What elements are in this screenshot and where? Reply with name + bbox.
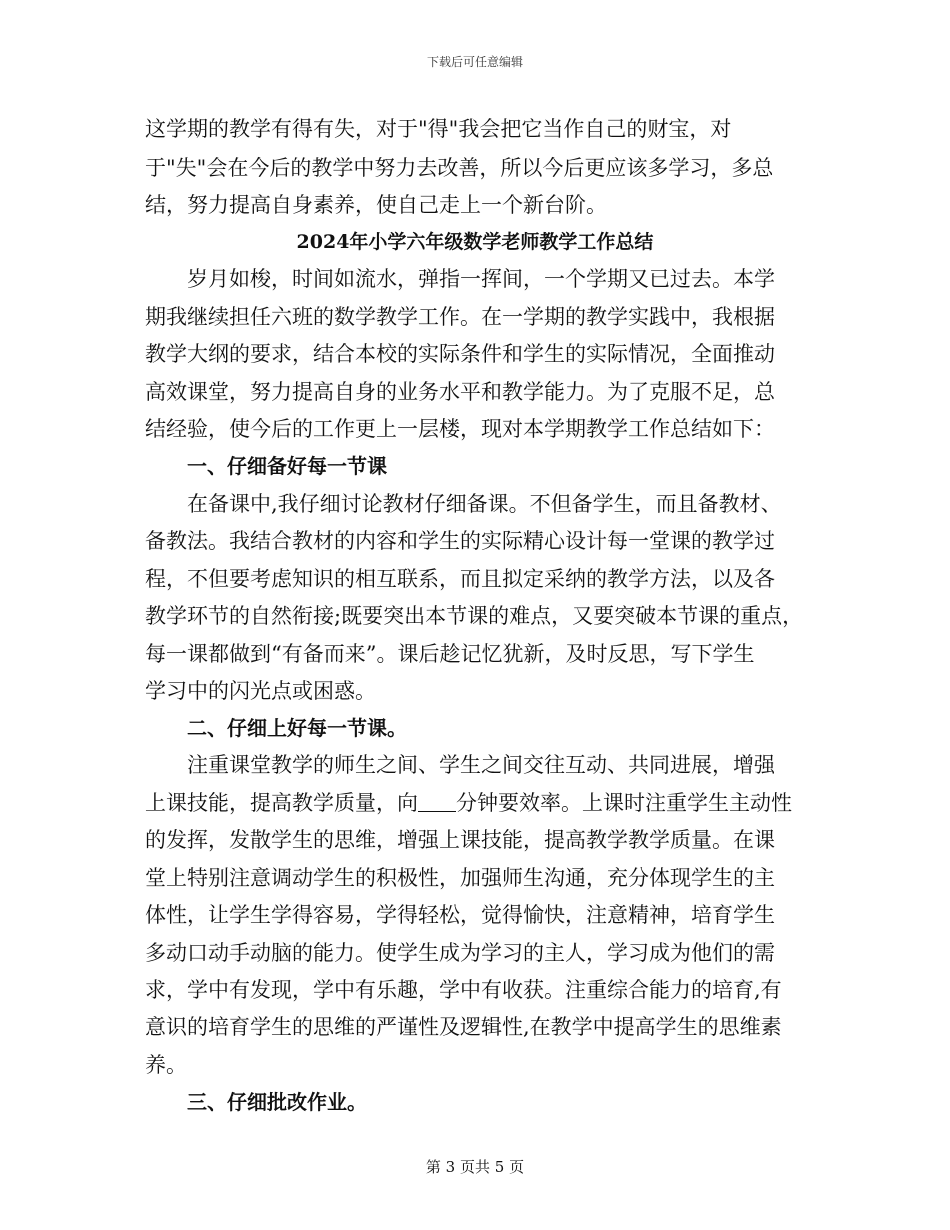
paragraph-line: 结经验，使今后的工作更上一层楼，现对本学期教学工作总结如下： <box>145 417 775 441</box>
paragraph-line: 注重课堂教学的师生之间、学生之间交往互动、共同进展，增强 <box>187 753 775 777</box>
paragraph-line: 学习中的闪光点或困惑。 <box>145 679 376 703</box>
paragraph-line: 养。 <box>145 1053 187 1077</box>
paragraph-line: 高效课堂，努力提高自身的业务水平和教学能力。为了克服不足，总 <box>145 380 775 404</box>
text-segment: 分钟要效率。上课时注重学生主动性 <box>456 791 792 815</box>
paragraph-line: 求，学中有发现，学中有乐趣，学中有收获。注重综合能力的培育,有 <box>145 978 782 1002</box>
paragraph-line: 每一课都做到“有备而来”。课后趁记忆犹新，及时反思，写下学生 <box>145 642 755 666</box>
paragraph-line: 期我继续担任六班的数学教学工作。在一学期的教学实践中，我根据 <box>145 305 775 329</box>
paragraph-line: 在备课中,我仔细讨论教材仔细备课。不但备学生，而且备教材、 <box>187 492 782 516</box>
paragraph-line <box>145 788 792 818</box>
section-heading-3: 三、仔细批改作业。 <box>187 1090 367 1114</box>
paragraph-line: 教学大纲的要求，结合本校的实际条件和学生的实际情况，全面推动 <box>145 342 775 366</box>
intro-line: 于"失"会在今后的教学中努力去改善，所以今后更应该多学习，多总 <box>145 156 774 180</box>
paragraph-line: 的发挥，发散学生的思维，增强上课技能，提高教学教学质量。在课 <box>145 828 775 852</box>
paragraph-line: 多动口动手动脑的能力。使学生成为学习的主人，学习成为他们的需 <box>145 941 775 965</box>
text-segment: 上课技能，提高教学质量，向 <box>145 791 418 815</box>
section-heading-1: 一、仔细备好每一节课 <box>187 454 387 478</box>
intro-line: 这学期的教学有得有失，对于"得"我会把它当作自己的财宝，对 <box>145 117 732 141</box>
paragraph-line: 堂上特别注意调动学生的积极性，加强师生沟通，充分体现学生的主 <box>145 866 775 890</box>
paragraph-line: 备教法。我结合教材的内容和学生的实际精心设计每一堂课的教学过 <box>145 529 775 553</box>
paragraph-line: 意识的培育学生的思维的严谨性及逻辑性,在教学中提高学生的思维素 <box>145 1015 782 1039</box>
document-title: 2024年小学六年级数学老师教学工作总结 <box>296 231 654 253</box>
paragraph-line: 岁月如梭，时间如流水，弹指一挥间，一个学期又已过去。本学 <box>187 267 775 291</box>
paragraph-line: 程，不但要考虑知识的相互联系，而且拟定采纳的教学方法，以及各 <box>145 567 775 591</box>
section-heading-2: 二、仔细上好每一节课。 <box>187 716 407 740</box>
page-header: 下载后可任意编辑 <box>426 55 523 69</box>
blank-underline <box>418 791 456 812</box>
page-footer: 第 3 页共 5 页 <box>425 1158 525 1176</box>
paragraph-line: 教学环节的自然衔接;既要突出本节课的难点，又要突破本节课的重点， <box>145 604 804 628</box>
paragraph-line: 体性，让学生学得容易，学得轻松，觉得愉快，注意精神，培育学生 <box>145 903 775 927</box>
intro-line: 结，努力提高自身素养，使自己走上一个新台阶。 <box>145 193 607 217</box>
